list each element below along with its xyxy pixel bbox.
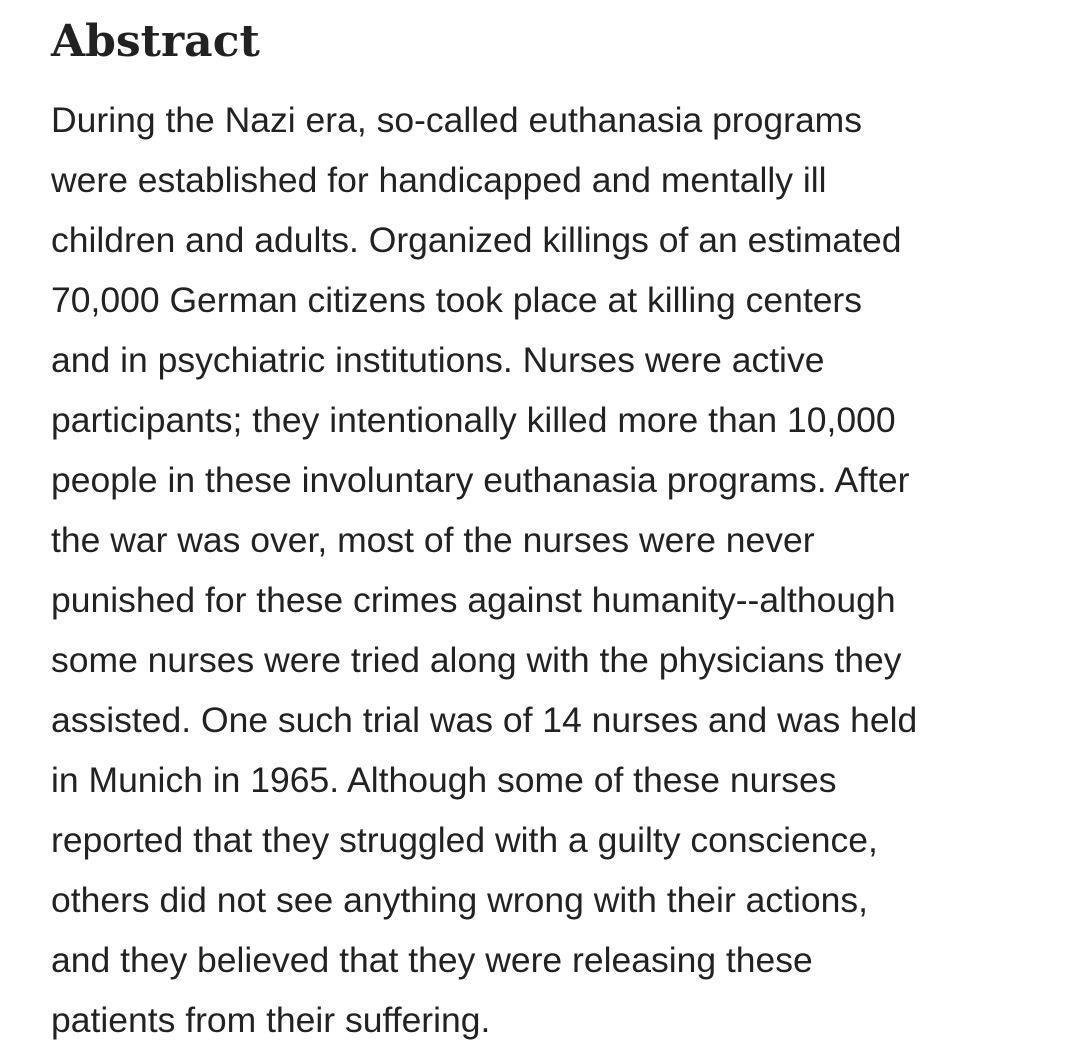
abstract-line: children and adults. Organized killings of an estimated bbox=[51, 220, 902, 260]
abstract-line: patients from their suffering. bbox=[51, 1000, 491, 1040]
abstract-line: assisted. One such trial was of 14 nurses and was held bbox=[51, 700, 918, 740]
abstract-body bbox=[51, 90, 1041, 1050]
abstract-line: people in these involuntary euthanasia programs. After bbox=[51, 460, 910, 500]
abstract-line: and they believed that they were releasing these bbox=[51, 940, 813, 980]
abstract-line: some nurses were tried along with the physicians they bbox=[51, 640, 902, 680]
abstract-line: were established for handicapped and mentally ill bbox=[51, 160, 827, 200]
abstract-line: in Munich in 1965. Although some of these nurses bbox=[51, 760, 837, 800]
abstract-line: punished for these crimes against humanity--although bbox=[51, 580, 896, 620]
abstract-line: the war was over, most of the nurses were never bbox=[51, 520, 815, 560]
abstract-line: others did not see anything wrong with their actions, bbox=[51, 880, 868, 920]
abstract-line: participants; they intentionally killed more than 10,000 bbox=[51, 400, 896, 440]
abstract-line: reported that they struggled with a guilty conscience, bbox=[51, 820, 878, 860]
abstract-line: and in psychiatric institutions. Nurses were active bbox=[51, 340, 825, 380]
abstract-heading: Abstract bbox=[51, 16, 260, 67]
abstract-line: 70,000 German citizens took place at killing centers bbox=[51, 280, 863, 320]
abstract-line: During the Nazi era, so-called euthanasia programs bbox=[51, 100, 863, 140]
